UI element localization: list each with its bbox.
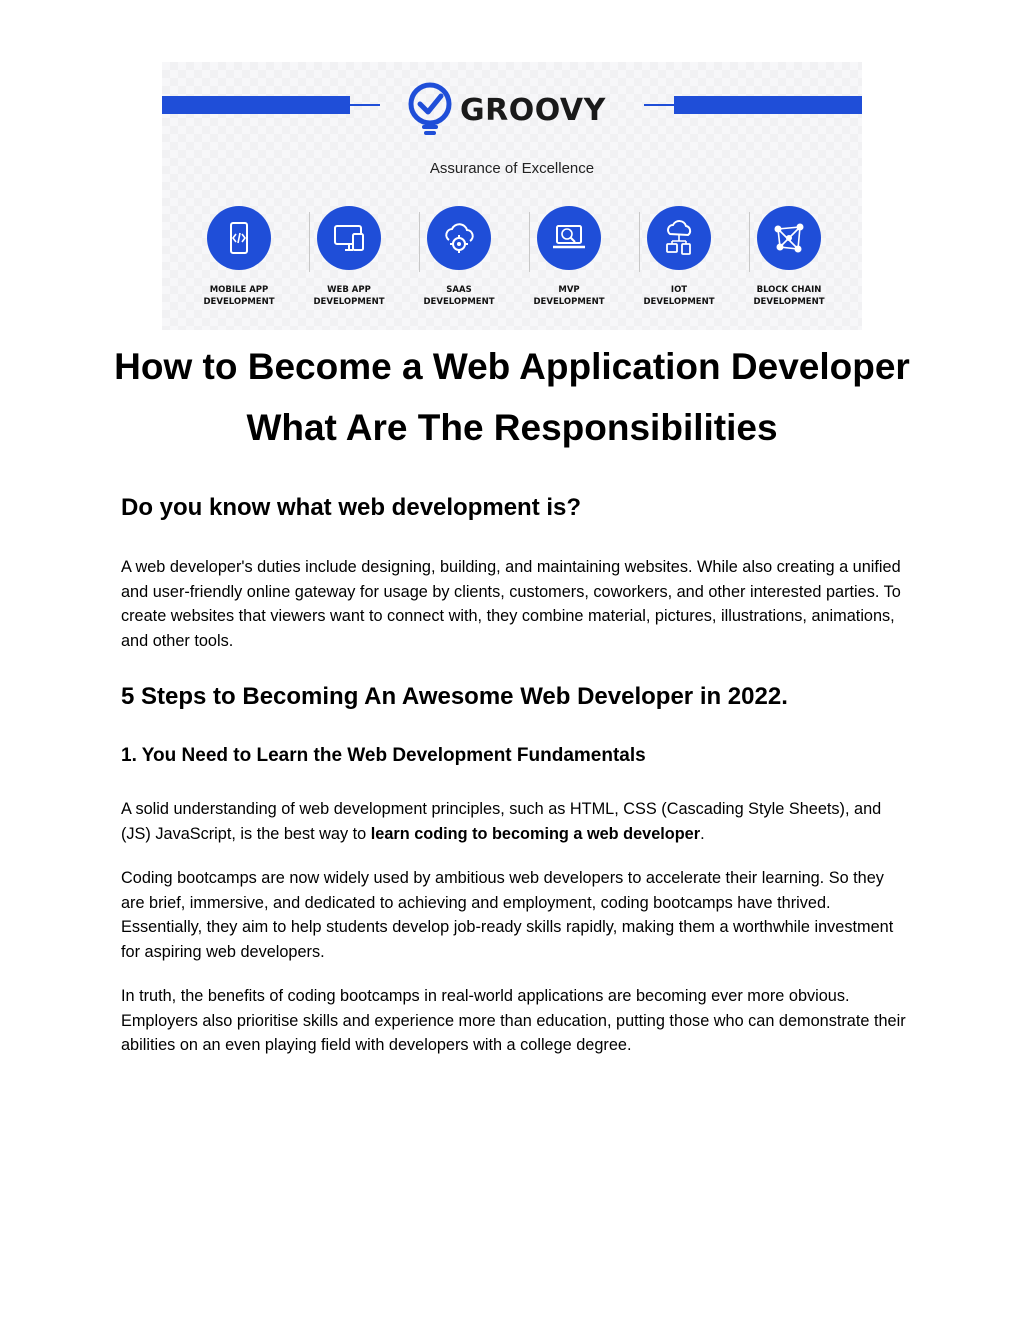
laptop-mvp-icon — [550, 220, 588, 256]
service-mobile-app: MOBILE APP DEVELOPMENT — [184, 200, 294, 308]
service-mvp: MVP DEVELOPMENT — [514, 200, 624, 308]
service-iot: IOT DEVELOPMENT — [624, 200, 734, 308]
network-nodes-icon — [770, 219, 808, 257]
service-saas: SAAS DEVELOPMENT — [404, 200, 514, 308]
mobile-code-icon — [221, 220, 257, 256]
bold-phrase-learn-coding: learn coding to becoming a web developer — [370, 824, 701, 843]
groovy-banner — [162, 62, 862, 330]
services-row — [184, 200, 844, 320]
section-heading-5-steps: 5 Steps to Becoming An Awesome Web Developer in 2022. — [121, 683, 788, 710]
banner-bar-left — [162, 96, 350, 114]
monitor-phone-icon — [331, 220, 367, 256]
cloud-gear-icon — [440, 220, 478, 256]
step-heading-fundamentals: 1. You Need to Learn the Web Development Fundamentals — [121, 745, 646, 766]
tagline: Assurance of Excellence — [429, 160, 595, 177]
service-web-app: WEB APP DEVELOPMENT — [294, 200, 404, 308]
section-paragraph-web-development: A web developer's duties include designing, building, and maintaining websites. While also creating a unified and user-friendly online gateway for usage by clients, customers, coworkers, and other interested parties. To create websites that viewers want to connect with, they combine material, pictures, illustrations, animations, and other tools. — [121, 558, 901, 650]
paragraph-coding-bootcamps: Coding bootcamps are now widely used by ambitious web developers to accelerate their learning. So they are brief, immersive, and dedicated to achieving and employment, coding bootcamps have thrived. Essentially, they aim to help students develop job-ready skills rapidly, making them a worthwhile investment for aspiring web developers. — [121, 869, 894, 961]
section-heading-web-development: Do you know what web development is? — [121, 494, 582, 521]
lightbulb-check-icon — [408, 82, 452, 138]
brand-name: GROOVY — [460, 92, 606, 128]
banner-line-right — [644, 104, 674, 106]
cloud-devices-icon — [660, 219, 698, 257]
groovy-logo — [408, 82, 606, 138]
article-title: How to Become a Web Application Developer What Are The Responsibilities — [114, 346, 910, 448]
step-paragraph-fundamentals: A solid understanding of web development principles, such as HTML, CSS (Cascading Style Sheets), and (JS) JavaScript, is the best way to learn coding to becoming a web developer. — [121, 800, 882, 843]
paragraph-bootcamp-benefits: In truth, the benefits of coding bootcamps in real-world applications are becoming ever more obvious. Employers also prioritise skills and experience more than education, putting those who can demonstrate their abilities on an even playing field with developers with a college degree. — [121, 987, 906, 1054]
service-block-chain: BLOCK CHAIN DEVELOPMENT — [734, 200, 844, 308]
banner-line-left — [350, 104, 380, 106]
banner-bar-right — [674, 96, 862, 114]
